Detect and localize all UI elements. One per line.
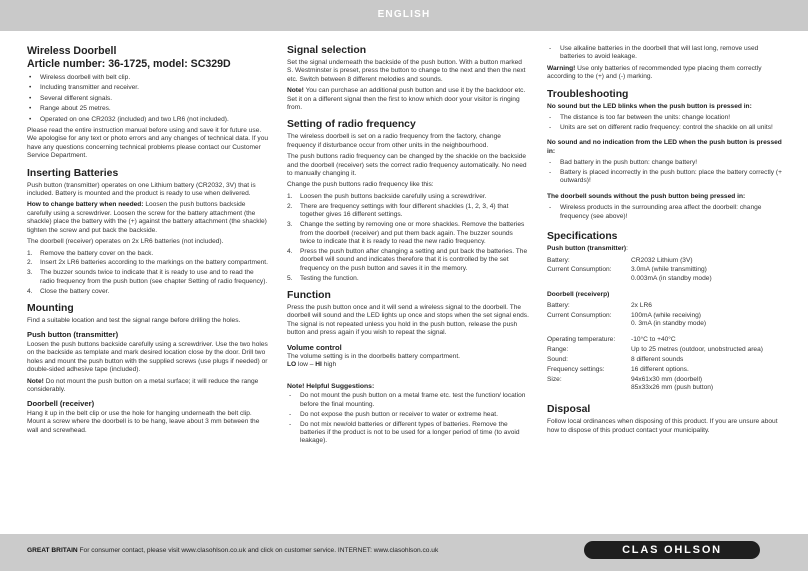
inserting-text-3: The doorbell (receiver) operates on 2x LR6 batteries (not included). (27, 238, 224, 246)
column-1 (27, 45, 269, 438)
trouble-item: - Bad battery in the push button: change battery! (547, 159, 785, 167)
footer-country: GREAT BRITAIN (27, 547, 78, 554)
language-label: ENGLISH (377, 9, 431, 20)
step-item: 3. The buzzer sounds twice to indicate that it is ready to use and to read the radio frequency from the push button (see chapter Setting of radio frequency). (27, 269, 268, 285)
trouble-item: - The distance is too far between the units: change location! (547, 114, 785, 122)
doorbell-heading: Doorbell (receiver) (27, 399, 95, 409)
step-item: 2. There are frequency settings with four different shackles (1, 2, 3, 4) that together gives 16 different settings. (287, 202, 509, 219)
intro-text: Please read the entire instruction manual before using and save it for future use. We apologise for any text or photo errors and any changes of technical data. If you have any questions concerning technical problems please contact our Customer Service Department. (27, 127, 269, 160)
article-number: Article number: 36-1725, model: SC329D (27, 57, 231, 70)
step-item: 4. Close the battery cover. (27, 287, 110, 295)
step-item: 1. Loosen the push buttons backside carefully using a screwdriver. (287, 192, 487, 200)
step-item: 1. Remove the battery cover on the back. (27, 249, 154, 257)
mounting-note: Note! Do not mount the push button on a metal surface; it will reduce the range considerably. (27, 377, 259, 393)
spec-row: Operating temperature: -10°C to +40°C (547, 336, 676, 344)
header-bar (0, 0, 808, 31)
suggestion-item: - Do not expose the push button or receiver to water or extreme heat. (287, 411, 529, 419)
spec-table-receiver (547, 302, 785, 330)
trouble-list (547, 204, 785, 221)
spec-row: Current Consumption: 100mA (while receiving) 0. 3mA (in standby mode) (547, 312, 707, 328)
spec-row: Current Consumption: 3.0mA (while transmitting) 0.003mA (in standby mode) (547, 266, 712, 282)
inserting-heading: Inserting Batteries (27, 167, 119, 179)
receiver-battery-steps (27, 250, 269, 297)
warning-text: Warning! Use only batteries of recommended type placing them correctly according to the (+) and (-) marking. (547, 64, 762, 81)
disposal-text: Follow local ordinances when disposing of this product. If you are unsure about how to dispose of this product contact your municipality. (547, 418, 778, 434)
product-title: Wireless Doorbell (27, 45, 117, 57)
feature-item: • Range about 25 metres. (27, 105, 269, 113)
signal-heading: Signal selection (287, 45, 367, 56)
warning-label: Warning! (547, 64, 576, 72)
inserting-text-1: Push button (transmitter) operates on one Lithium battery (CR2032, 3V) that is included. Battery is mounted and the product is ready to use when delivered. (27, 181, 256, 198)
feature-item: • Wireless doorbell with belt clip. (27, 74, 269, 82)
trouble-list (547, 159, 785, 186)
radio-steps (287, 193, 529, 283)
suggestions-list (287, 392, 529, 445)
trouble-title: The doorbell sounds without the push button being pressed in: (547, 192, 746, 200)
suggestion-item: - Use alkaline batteries in the doorbell that will last long, remove used batteries to avoid leakage. (547, 45, 785, 62)
suggestions-heading: Note! Helpful Suggestions: (287, 382, 375, 390)
suggestion-item: - Do not mount the push button on a metal frame etc. test the function/ location before the final mounting. (287, 392, 529, 409)
change-battery-text: Loosen the push buttons backside carefully using a screwdriver. Loosen the screw for the battery attachment (the shackle) place the battery with the (+) against the battery attachment (the shackle) tighten the screw and put back the backside. (27, 201, 267, 234)
function-heading: Function (287, 289, 331, 301)
change-battery-paragraph (27, 201, 269, 235)
spec-row: Range: Up to 25 metres (outdoor, unobstructed area) (547, 346, 763, 354)
step-item: 5. Testing the function. (287, 274, 359, 282)
trouble-item: - Units are set on different radio frequency: control the shackle on all units! (547, 124, 785, 132)
feature-list (27, 74, 269, 124)
note-label: Note! (287, 87, 304, 95)
spec-table-general (547, 336, 785, 394)
product-heading (27, 45, 269, 70)
change-battery-label: How to change battery when needed: (27, 201, 144, 209)
footer-contact (27, 547, 438, 554)
column-3 (547, 45, 785, 438)
step-item: 4. Press the push button after changing a setting and put back the batteries. The doorbell will sound and indicates therefore that it is controlled by the set frequency on the push button and saves it in the memory. (287, 247, 528, 272)
footer-text: For consumer contact, please visit www.clasohlson.co.uk and click on customer service. INTERNET: www.clasohlson.co.uk (77, 547, 439, 554)
suggestions-list-continued (547, 45, 785, 62)
step-item: 3. Change the setting by removing one or more shackles. Remove the batteries from the doorbell (receiver) and put them back again. The buzzer sounds twice to indicate that it is ready to read the new radio frequency. (287, 221, 525, 245)
spec-row: Frequency settings: 16 different options. (547, 366, 689, 374)
disposal-heading: Disposal (547, 404, 591, 416)
radio-text-1: The wireless doorbell is set on a radio frequency from the factory, change frequency if disturbance occur from other units in the neighbourhood. (287, 133, 501, 149)
feature-item: • Operated on one CR2032 (included) and two LR6 (not included). (27, 116, 269, 124)
spec-row: Size: 94x61x30 mm (doorbell) 85x33x26 mm (push button) (547, 375, 714, 392)
trouble-item: - Wireless products in the surrounding area affect the doorbell: change frequency (see above)! (547, 204, 785, 221)
spec-table-transmitter (547, 257, 785, 285)
suggestion-item: - Do not mix new/old batteries or different types of batteries. Remove the batteries if the product is not to be used for a longer period of time (to avoid leakage). (287, 421, 529, 446)
signal-text: Set the signal underneath the backside of the push button. With a button marked S. Westminster is preset, press the button to change to the next and then the next etc. Switch between 8 different melodies and sounds. (287, 59, 526, 83)
radio-text-3: Change the push buttons radio frequency like this: (287, 181, 434, 189)
step-item: 2. Insert 2x LR6 batteries according to the markings on the battery compartment. (27, 259, 268, 267)
doorbell-text: Hang it up in the belt clip or use the hole for hanging underneath the belt clip. Mount a screw where the doorbell is to be hang, leave about 3 mm between the wall and screwhead. (27, 409, 260, 434)
radio-text-2: The push buttons radio frequency can be changed by the shackle on the backside and the doorbell (receiver) sets the correct radio frequency automatically. No need to manually changing it. (287, 153, 527, 178)
signal-note: Note! You can purchase an additional push button and use it by the backdoor etc. Set it on a different signal then the first to know which door your visitor is ringing from. (287, 87, 526, 112)
spec-group-title: Push button (transmitter): (547, 245, 628, 253)
trouble-title: No sound and no indication from the LED when the push button is pressed in: (547, 139, 782, 155)
spec-row: Sound: 8 different sounds (547, 356, 684, 364)
volume-heading: Volume control (287, 342, 342, 352)
troubleshooting-heading: Troubleshooting (547, 88, 629, 100)
trouble-title: No sound but the LED blinks when the push button is pressed in: (547, 102, 752, 110)
trouble-list (547, 114, 785, 132)
mounting-heading: Mounting (27, 303, 74, 315)
spec-group-title: Doorbell (receiverp) (547, 290, 610, 298)
brand-logo: CLAS OHLSON (584, 541, 760, 559)
feature-item: • Several different signals. (27, 95, 269, 103)
push-button-text: Loosen the push buttons backside carefully using a screwdriver. Use the two holes on the backside as template and mark desired location close by the door. Drill two holes and mount the push button with the supplied screws (use plugs if needed) or double-sided adhesive tape (included). (27, 340, 268, 374)
note-label: Note! (27, 377, 44, 385)
specifications-heading: Specifications (547, 231, 618, 243)
spec-row: Battery: CR2032 Lithium (3V) (547, 256, 693, 264)
volume-text: The volume setting is in the doorbells battery compartment. LO low – HI high (287, 353, 460, 369)
spec-row: Battery: 2x LR6 (547, 302, 652, 310)
column-2 (287, 45, 529, 449)
radio-heading: Setting of radio frequency (287, 119, 416, 131)
feature-item: • Including transmitter and receiver. (27, 84, 269, 92)
trouble-item: - Battery is placed incorrectly in the push button: place the battery correctly (+ outwards)! (547, 169, 785, 186)
function-text: Press the push button once and it will send a wireless signal to the doorbell. The doorbell will sound and the LED lights up once and stops when the set signal ends. The signal is not repeated unless you hold in the push button, release the push button and press again if you wish to repeat the signal. (287, 303, 529, 337)
push-button-heading: Push button (transmitter) (27, 330, 119, 340)
mounting-intro: Find a suitable location and test the signal range before drilling the holes. (27, 317, 241, 325)
